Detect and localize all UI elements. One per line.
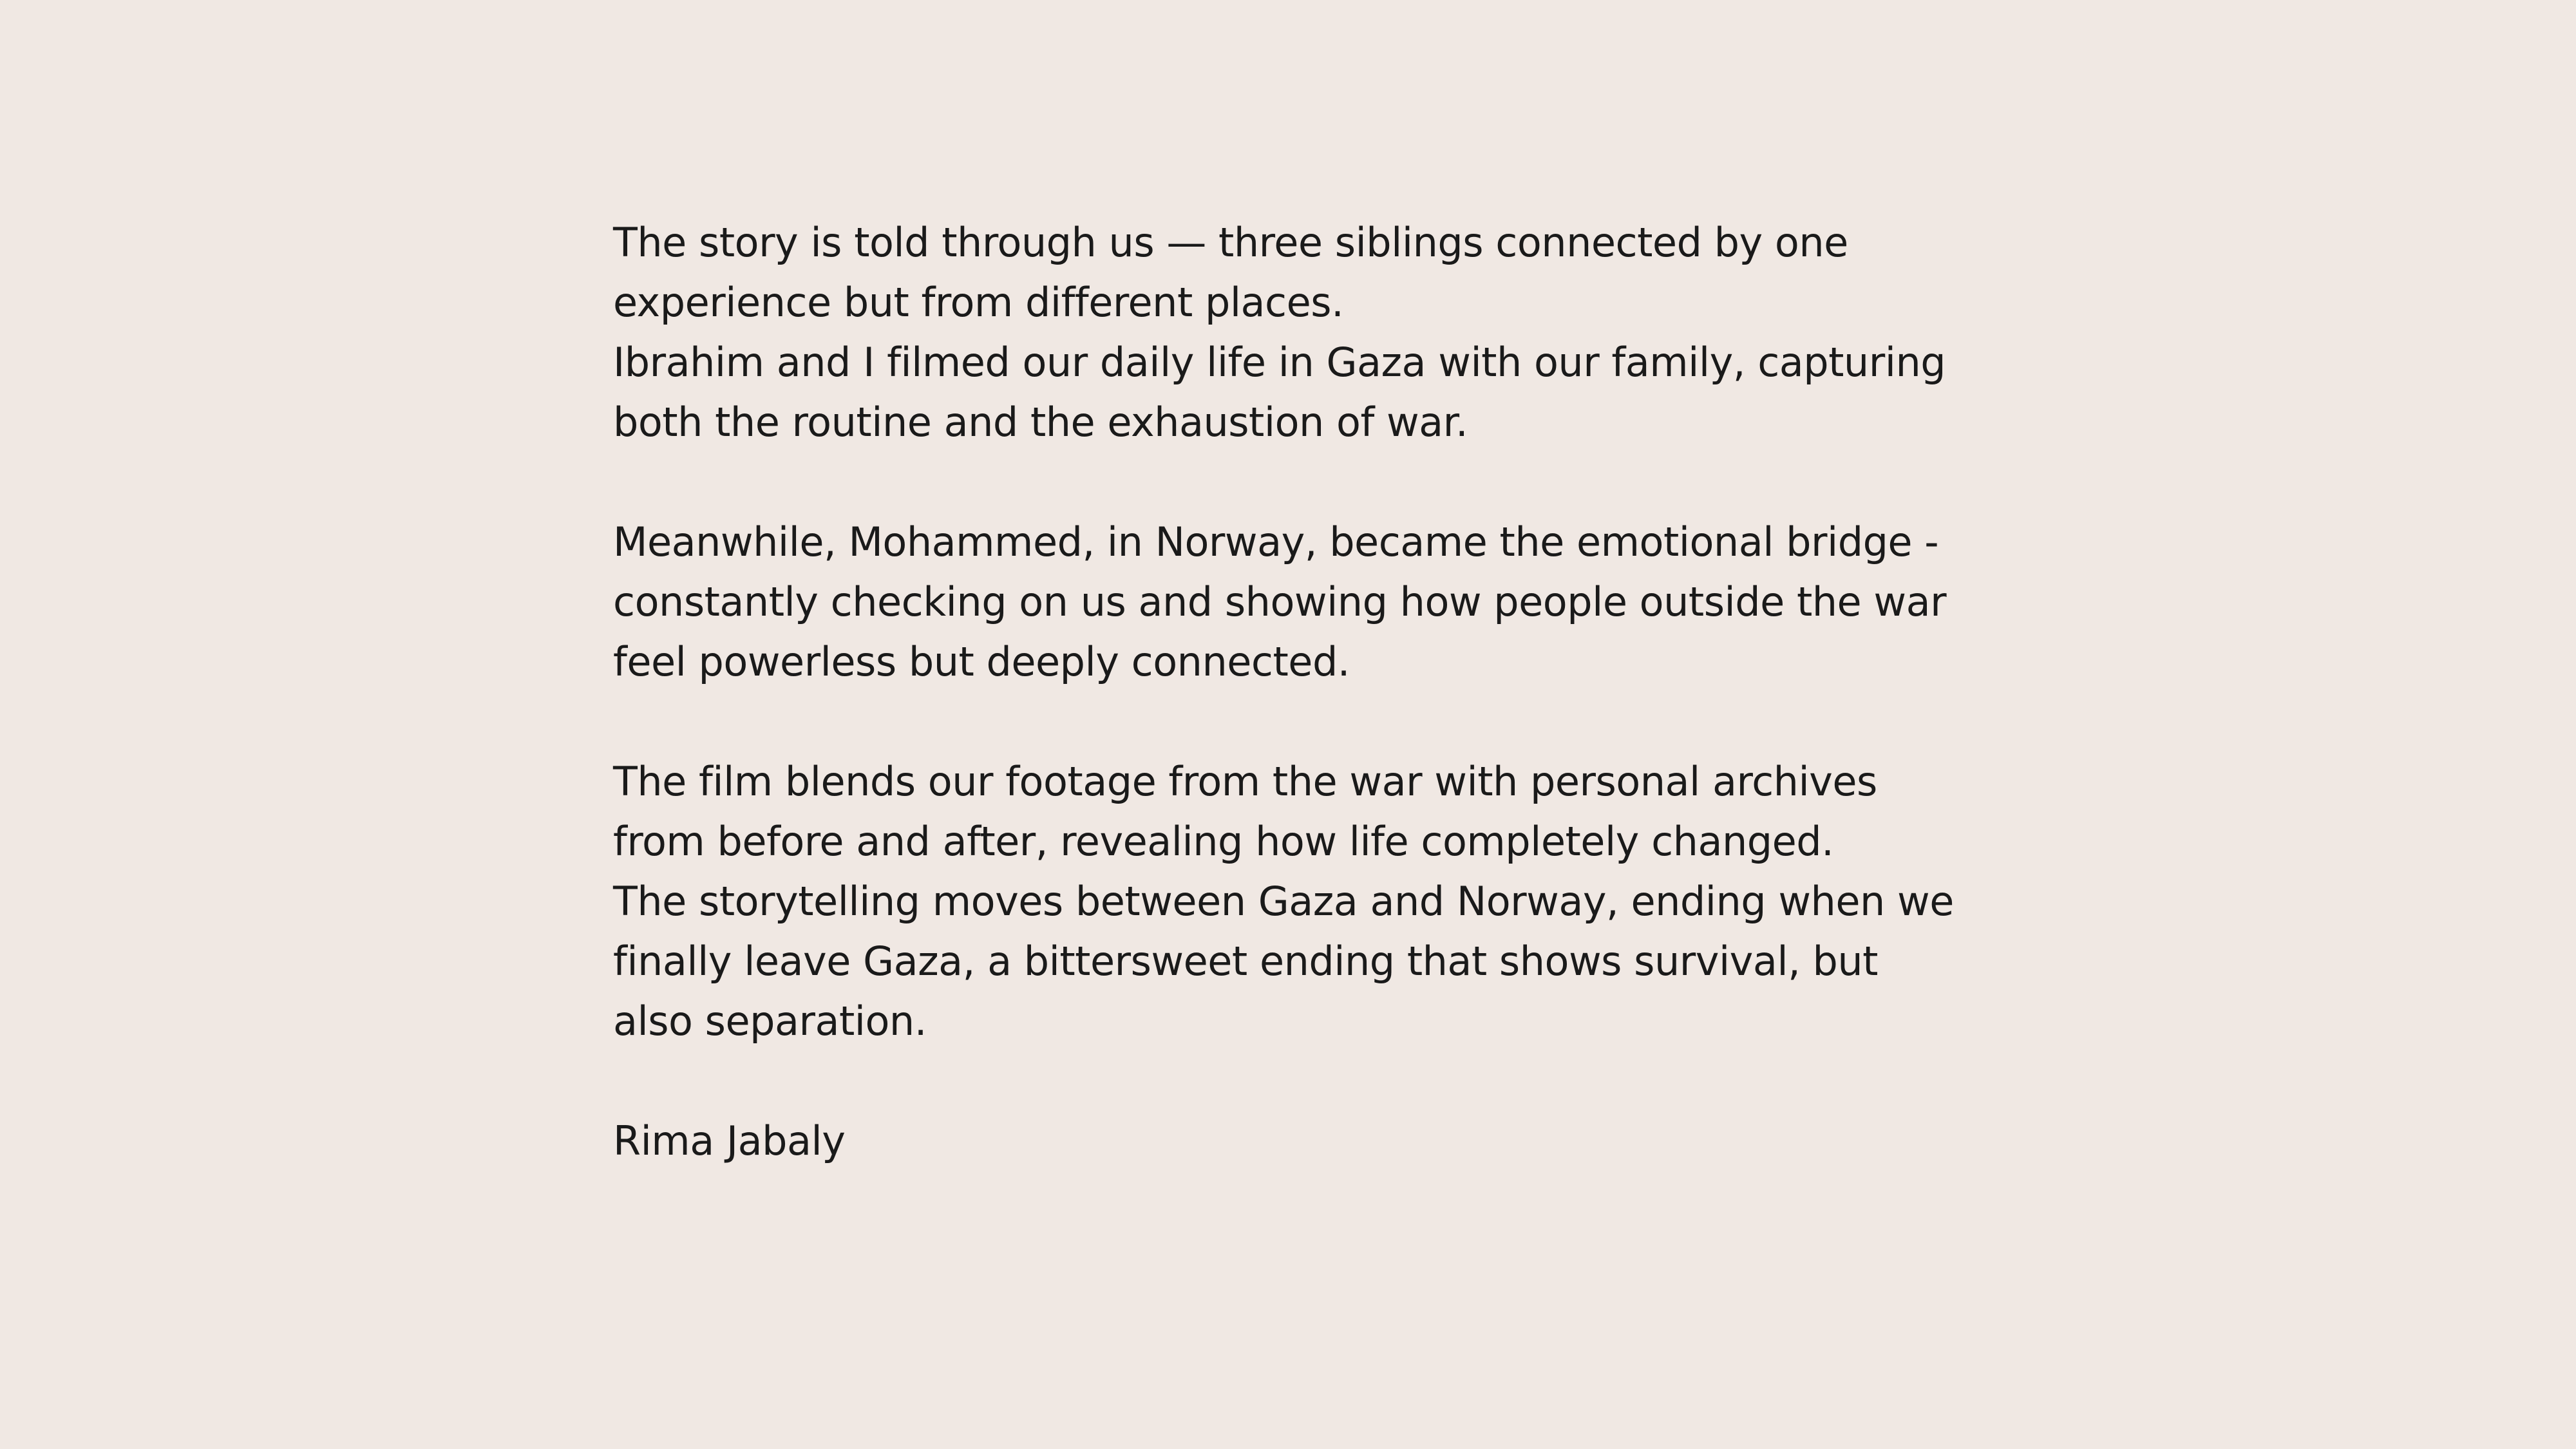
author-signature: Rima Jabaly [613, 1117, 846, 1164]
statement-line: both the routine and the exhaustion of war. [613, 399, 1468, 446]
statement-line: Ibrahim and I filmed our daily life in Gaza with our family, capturing [613, 339, 1946, 386]
statement-line: finally leave Gaza, a bittersweet ending that shows survival, but [613, 938, 1878, 985]
director-statement [613, 213, 2030, 1171]
statement-line: Meanwhile, Mohammed, in Norway, became the emotional bridge - [613, 518, 1939, 565]
statement-paragraph-2 [613, 512, 2030, 692]
statement-line: The story is told through us — three siblings connected by one [613, 219, 1848, 266]
statement-paragraph-1 [613, 213, 2030, 452]
statement-line: from before and after, revealing how life completely changed. [613, 818, 1834, 865]
statement-line: constantly checking on us and showing how people outside the war [613, 578, 1947, 625]
statement-line: The storytelling moves between Gaza and Norway, ending when we [613, 878, 1954, 925]
statement-line: feel powerless but deeply connected. [613, 638, 1350, 685]
statement-line: also separation. [613, 998, 927, 1045]
statement-paragraph-3 [613, 752, 2030, 1051]
statement-line: experience but from different places. [613, 279, 1344, 326]
statement-line: The film blends our footage from the war with personal archives [613, 758, 1877, 805]
